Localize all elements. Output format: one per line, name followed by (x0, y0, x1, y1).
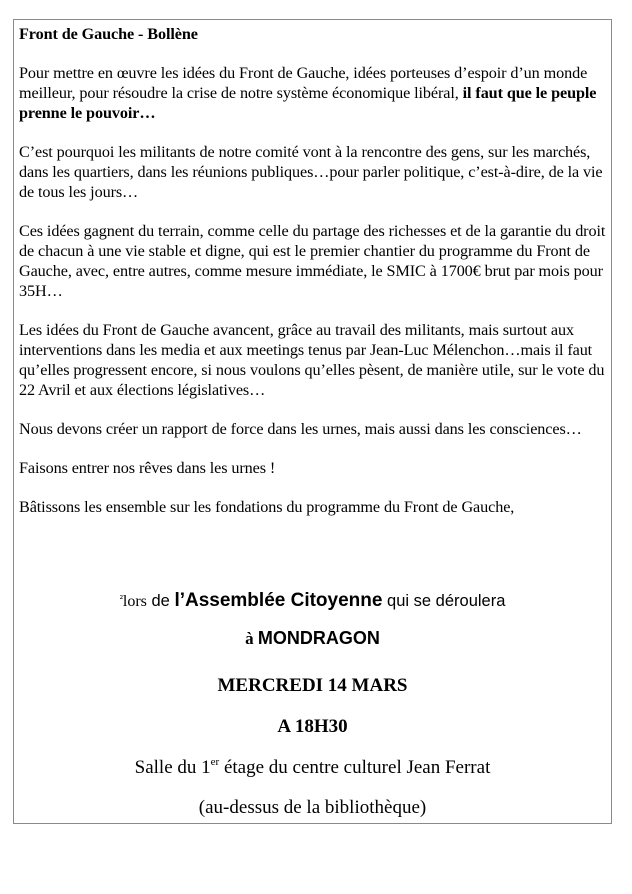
invite-de: de (146, 592, 175, 610)
paragraph-force: Nous devons créer un rapport de force dans les urnes, mais aussi dans les consciences… (19, 420, 582, 438)
document-body (19, 24, 607, 536)
paragraph-intro-text: Pour mettre en œuvre les idées du Front de Gauche, idées porteuses d’espoir d’un monde meilleur, pour résoudre la crise de notre système économique libéral, (19, 64, 588, 102)
event-date: MERCREDI 14 MARS (217, 675, 408, 696)
paragraph-militants: C’est pourquoi les militants de notre comité vont à la rencontre des gens, sur les marchés, dans les quartiers, dans les réunions publiques…pour parler politique, c’est-à-dire, de la vie de tous les jours… (19, 143, 603, 201)
paragraph-intro-emphasis: il faut que le peuple prenne le pouvoir… (19, 84, 597, 122)
room-ordinal-sup: er (210, 756, 220, 768)
invite-lors: lors (122, 593, 147, 610)
room-suffix: étage du centre culturel Jean Ferrat (219, 757, 491, 778)
paragraph-progress: Les idées du Front de Gauche avancent, grâce au travail des militants, mais surtout aux interventions dans les media et aux meetings tenus par Jean-Luc Mélenchon…mais il faut qu’elles progressent encore, si nous voulons qu’elles pèsent, de manière utile, sur le vote du 22 Avril et aux élections législatives… (19, 321, 605, 399)
event-room (13, 757, 612, 779)
paragraph-dreams: Faisons entrer nos rêves dans les urnes ! (19, 459, 276, 477)
assembly-name: l’Assemblée Citoyenne (174, 590, 383, 611)
event-note: (au-dessus de la bibliothèque) (198, 797, 427, 818)
location-prefix: à (245, 629, 258, 648)
paragraph-intro (19, 63, 607, 123)
document-title: Front de Gauche - Bollène (19, 25, 198, 43)
event-time: A 18H30 (277, 716, 348, 737)
event-location-line (13, 628, 612, 649)
paragraph-build: Bâtissons les ensemble sur les fondations du programme du Front de Gauche, (19, 498, 515, 516)
event-town: MONDRAGON (257, 628, 380, 648)
footnote-marker: ² (119, 593, 123, 605)
room-prefix: Salle du 1 (134, 757, 211, 778)
event-invitation-line (13, 590, 612, 612)
invite-suffix: qui se déroulera (382, 592, 506, 610)
paragraph-ideas: Ces idées gagnent du terrain, comme celle du partage des richesses et de la garantie du droit de chacun à une vie stable et digne, qui est le premier chantier du programme du Front de Gauche, avec, entre autres, comme mesure immédiate, le SMIC à 1700€ brut par mois pour 35H… (19, 222, 606, 300)
